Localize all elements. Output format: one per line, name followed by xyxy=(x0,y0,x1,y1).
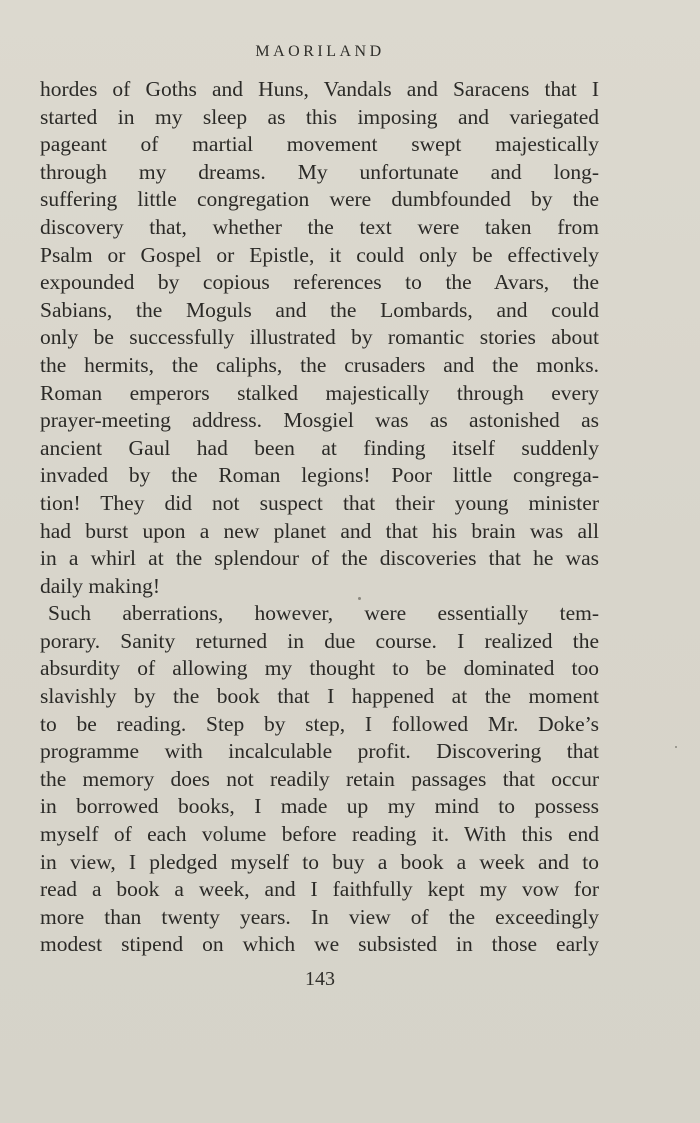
text-line: only be successfully illustrated by romantic stories about xyxy=(40,325,599,350)
paragraph-end-line: daily making! xyxy=(40,573,161,598)
body-text xyxy=(40,76,599,959)
text-line: in a whirl at the splendour of the discoveries that he was xyxy=(40,546,599,571)
text-line: slavishly by the book that I happened at the moment xyxy=(40,684,599,709)
text-line: discovery that, whether the text were taken from xyxy=(40,214,599,239)
paragraph-start-line: Such aberrations, however, were essentially tem- xyxy=(48,601,599,626)
text-line: expounded by copious references to the Avars, the xyxy=(40,270,599,295)
text-line: suffering little congregation were dumbfounded by the xyxy=(40,187,599,212)
text-line: in view, I pledged myself to buy a book a week and to xyxy=(40,849,599,874)
text-line: had burst upon a new planet and that his brain was all xyxy=(40,518,599,543)
paper-speck xyxy=(358,597,361,600)
text-line: Roman emperors stalked majestically through every xyxy=(40,380,599,405)
text-line: more than twenty years. In view of the exceedingly xyxy=(40,904,599,929)
paper-speck xyxy=(675,746,677,748)
text-line: in borrowed books, I made up my mind to possess xyxy=(40,794,599,819)
text-line: to be reading. Step by step, I followed Mr. Doke’s xyxy=(40,711,599,736)
page-number: 143 xyxy=(305,968,335,990)
text-line: absurdity of allowing my thought to be dominated too xyxy=(40,656,599,681)
text-line: porary. Sanity returned in due course. I realized the xyxy=(40,628,599,653)
text-line: the hermits, the caliphs, the crusaders and the monks. xyxy=(40,352,599,377)
text-line: Sabians, the Moguls and the Lombards, and could xyxy=(40,297,599,322)
text-line: pageant of martial movement swept majestically xyxy=(40,132,599,157)
text-line: ancient Gaul had been at finding itself suddenly xyxy=(40,435,599,460)
text-line: modest stipend on which we subsisted in those early xyxy=(40,932,599,957)
text-line: hordes of Goths and Huns, Vandals and Saracens that I xyxy=(40,77,599,101)
text-line: Psalm or Gospel or Epistle, it could only be effectively xyxy=(40,242,599,267)
text-line: programme with incalculable profit. Discovering that xyxy=(40,739,599,764)
text-line: tion! They did not suspect that their young minister xyxy=(40,490,599,515)
running-head: MAORILAND xyxy=(255,43,385,60)
text-line: read a book a week, and I faithfully kept my vow for xyxy=(40,877,599,902)
text-line: started in my sleep as this imposing and variegated xyxy=(40,104,599,129)
text-line: prayer-meeting address. Mosgiel was as astonished as xyxy=(40,408,599,433)
text-line: through my dreams. My unfortunate and long- xyxy=(40,159,599,184)
text-line: myself of each volume before reading it. With this end xyxy=(40,822,599,847)
text-line: invaded by the Roman legions! Poor little congrega- xyxy=(40,463,599,488)
text-line: the memory does not readily retain passages that occur xyxy=(40,766,599,791)
